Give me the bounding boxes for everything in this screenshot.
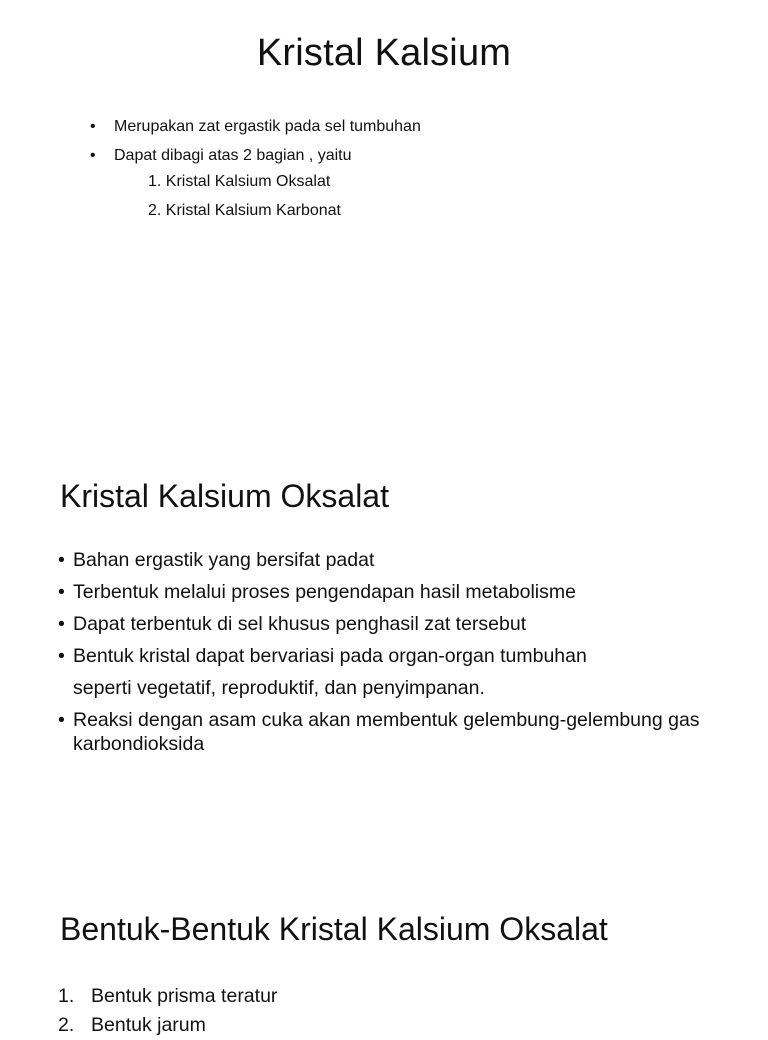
numbered-list <box>58 982 277 1040</box>
bullet-item: • Dapat dibagi atas 2 bagian , yaitu <box>88 141 421 170</box>
bullet-item: • Merupakan zat ergastik pada sel tumbuhan <box>88 112 421 141</box>
list-item <box>58 982 277 1011</box>
bullet-continuation: seperti vegetatif, reproduktif, dan penyimpanan. <box>73 677 485 699</box>
bullet-list <box>58 548 718 764</box>
sublist-item: 1. Kristal Kalsium Oksalat <box>148 173 331 190</box>
sublist-item: 2. Kristal Kalsium Karbonat <box>148 202 341 219</box>
list-text: Bentuk jarum <box>91 1014 206 1036</box>
list-item <box>58 1011 277 1040</box>
slide-kristal-kalsium-oksalat <box>0 420 768 860</box>
slide-bentuk-kristal <box>0 860 768 1036</box>
bullet-item: • Bentuk kristal dapat bervariasi pada organ-organ tumbuhan <box>58 644 718 668</box>
slide-title: Bentuk-Bentuk Kristal Kalsium Oksalat <box>60 911 608 947</box>
bullet-item: • Bahan ergastik yang bersifat padat <box>58 548 718 572</box>
list-number: 2. <box>58 1014 75 1036</box>
slide-title: Kristal Kalsium Oksalat <box>60 478 389 514</box>
list-number: 1. <box>58 985 75 1007</box>
bullet-item: • Terbentuk melalui proses pengendapan hasil metabolisme <box>58 580 718 604</box>
slide-title: Kristal Kalsium <box>256 32 512 74</box>
bullet-list <box>88 112 421 170</box>
bullet-item: • Dapat terbentuk di sel khusus penghasil zat tersebut <box>58 612 718 636</box>
numbered-sublist <box>148 167 341 225</box>
bullet-item: • Reaksi dengan asam cuka akan membentuk gelembung-gelembung gas karbondioksida <box>58 708 718 756</box>
slide-kristal-kalsium <box>0 0 768 420</box>
list-text: Bentuk prisma teratur <box>91 985 278 1007</box>
